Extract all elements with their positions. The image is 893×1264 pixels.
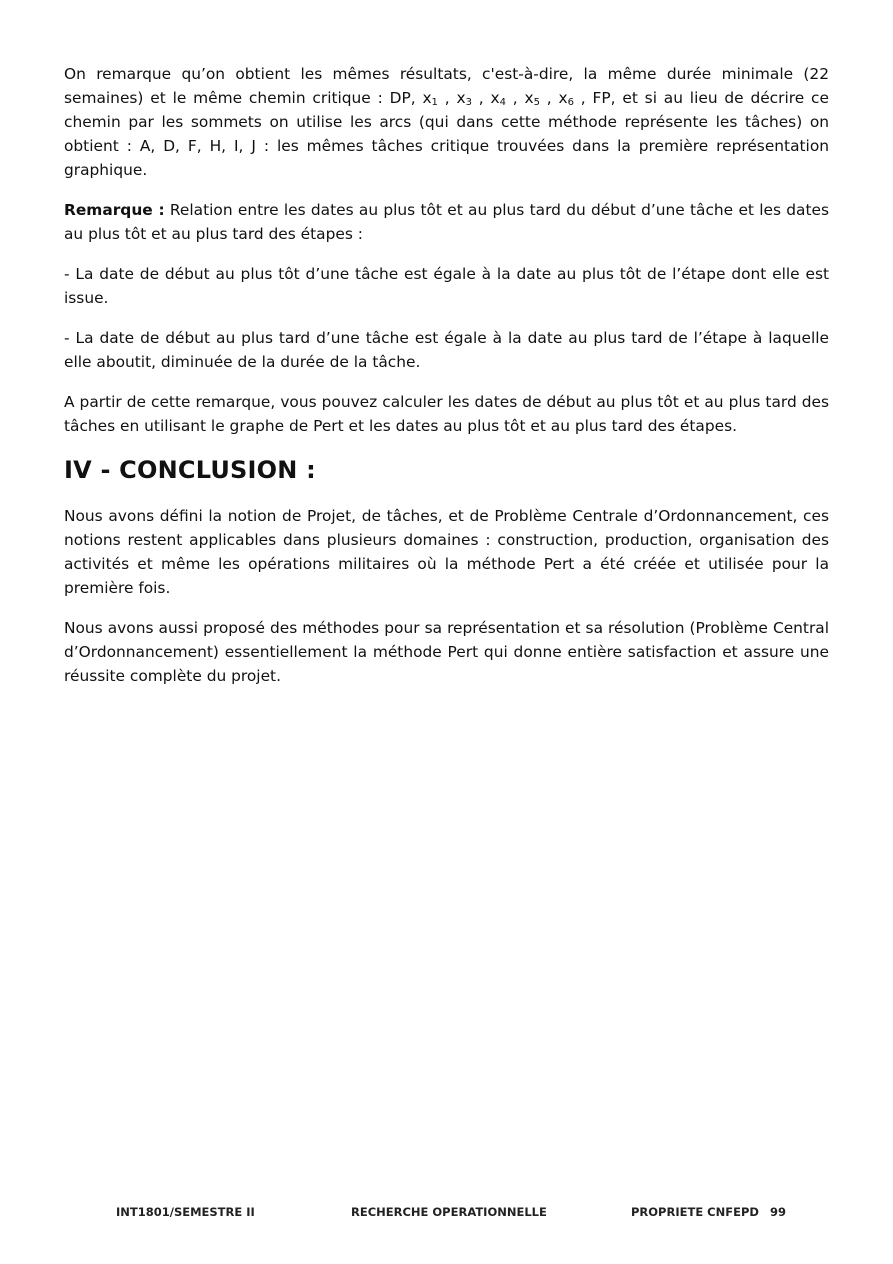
paragraph-text: , x — [471, 89, 500, 107]
remarque-label: Remarque : — [64, 201, 165, 219]
subscript: 6 — [567, 97, 574, 108]
subscript: 4 — [499, 97, 506, 108]
paragraph-text: , x — [437, 89, 466, 107]
footer-page-number: 99 — [770, 1205, 787, 1219]
footer-subject: RECHERCHE OPERATIONNELLE — [351, 1205, 547, 1219]
paragraph-text: , x — [505, 89, 534, 107]
document-body — [64, 62, 829, 704]
paragraph-conclusion-2: Nous avons aussi proposé des méthodes pour sa représentation et sa résolution (Problème Central d’Ordonnancement) essentiellement la méthode Pert qui donne entière satisfaction et assure une réussite complète du projet. — [64, 619, 829, 685]
paragraph-conclusion-1: Nous avons défini la notion de Projet, de tâches, et de Problème Centrale d’Ordonnancement, ces notions restent applicables dans plusieurs domaines : construction, production, organisation des activités et même les opérations militaires où la méthode Pert a été créée et utilisée pour la première fois. — [64, 507, 829, 597]
subscript: 3 — [465, 97, 472, 108]
footer-course: INT1801/SEMESTRE II — [116, 1205, 255, 1219]
paragraph-text: , x — [539, 89, 568, 107]
bullet-item-earliest: - La date de début au plus tôt d’une tâche est égale à la date au plus tôt de l’étape dont elle est issue. — [64, 265, 829, 307]
paragraph-critical-path — [64, 62, 829, 182]
subscript: 1 — [431, 97, 438, 108]
subscript: 5 — [533, 97, 540, 108]
paragraph-text: , FP, et si au lieu de décrire ce chemin par les sommets on utilise les arcs (qui dans cette méthode représente les tâches) on obtient : A, D, F, H, I, J : les mêmes tâches critique trouvées dans la première représentation graphique. — [64, 89, 829, 179]
paragraph-a-partir: A partir de cette remarque, vous pouvez calculer les dates de début au plus tôt et au plus tard des tâches en utilisant le graphe de Pert et les dates au plus tôt et au plus tard des étapes. — [64, 393, 829, 435]
section-heading: IV - CONCLUSION : — [64, 456, 316, 484]
page-footer — [0, 1205, 893, 1221]
paragraph-remarque — [64, 198, 829, 246]
bullet-item-latest: - La date de début au plus tard d’une tâche est égale à la date au plus tard de l’étape à laquelle elle aboutit, diminuée de la durée de la tâche. — [64, 329, 829, 371]
paragraph-text: On remarque qu’on obtient les mêmes résultats, c'est-à-dire, la même durée minimale (22 semaines) et le même chemin critique : DP, x — [64, 65, 829, 107]
remarque-text: Relation entre les dates au plus tôt et au plus tard du début d’une tâche et les dates au plus tôt et au plus tard des étapes : — [64, 201, 829, 243]
footer-owner: PROPRIETE CNFEPD — [631, 1205, 759, 1219]
